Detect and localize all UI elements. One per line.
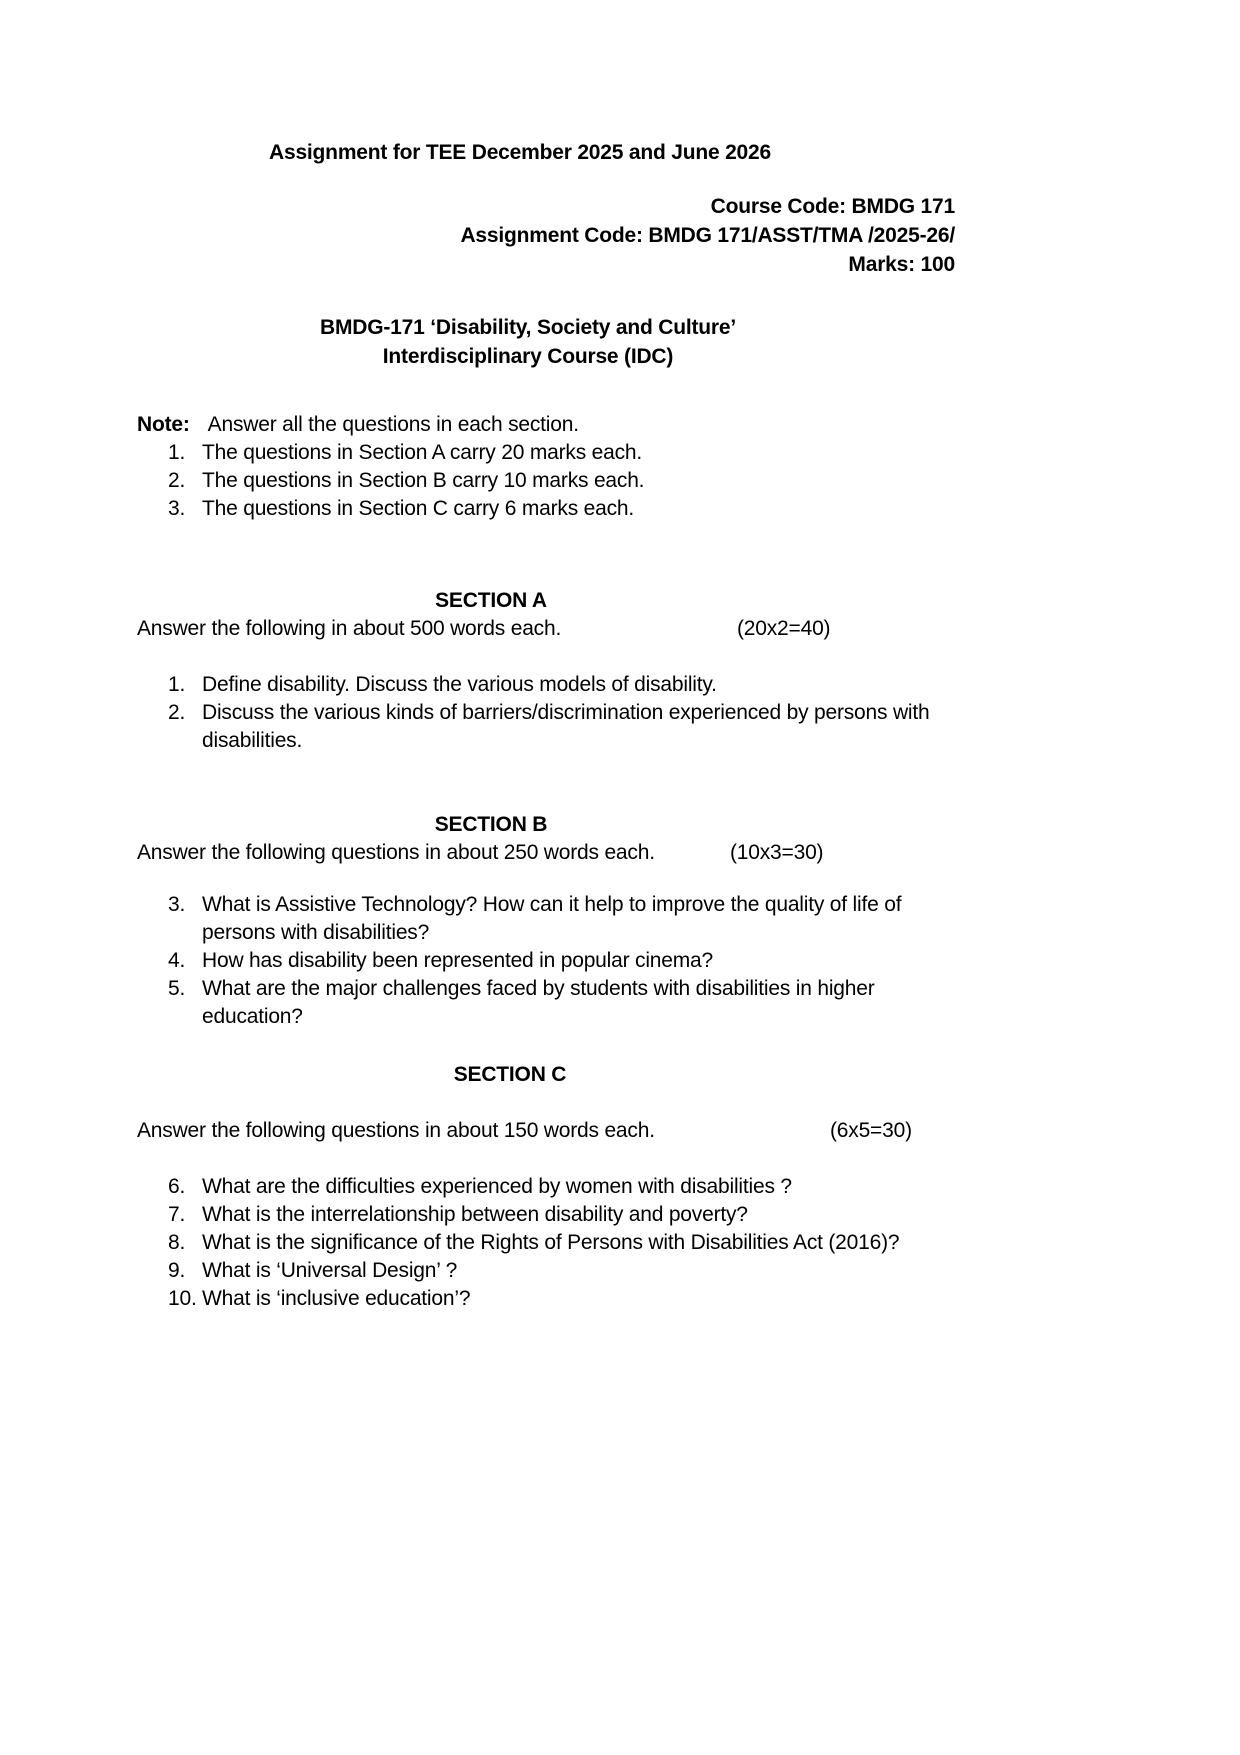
section-b-instruction-row (137, 839, 955, 867)
section-c-question-list (168, 1173, 955, 1313)
question-item (168, 975, 955, 1031)
question-item (168, 1173, 955, 1201)
question-number: 9. (168, 1259, 186, 1282)
note-item-number: 2. (168, 469, 186, 492)
question-text: How has disability been represented in popular cinema? (202, 949, 714, 972)
section-a-heading: SECTION A (435, 589, 547, 612)
section-c-marks: (6x5=30) (830, 1119, 912, 1142)
question-item (168, 1285, 955, 1313)
note-line (137, 411, 955, 439)
question-text: Discuss the various kinds of barriers/discrimination experienced by persons with disabilities. (202, 701, 930, 752)
section-a-instruction: Answer the following in about 500 words each. (137, 617, 562, 640)
note-item-text: The questions in Section A carry 20 marks each. (202, 441, 642, 464)
question-number: 3. (168, 893, 186, 916)
question-number: 8. (168, 1231, 186, 1254)
section-c-heading: SECTION C (453, 1063, 567, 1086)
question-number: 5. (168, 977, 186, 1000)
note-label: Note: (137, 413, 190, 436)
assignment-code: Assignment Code: BMDG 171/ASST/TMA /2025-26/ (460, 224, 955, 247)
section-b-marks: (10x3=30) (730, 841, 824, 864)
question-item (168, 947, 955, 975)
question-text: What is ‘Universal Design’ ? (202, 1259, 458, 1282)
question-number: 4. (168, 949, 186, 972)
note-item (168, 495, 955, 523)
question-text: What is ‘inclusive education’? (202, 1287, 471, 1310)
question-number: 10. (168, 1287, 197, 1310)
note-item (168, 467, 955, 495)
course-title: BMDG-171 ‘Disability, Society and Culture’ (320, 316, 736, 339)
question-item (168, 699, 955, 755)
section-b-instruction: Answer the following questions in about 250 words each. (137, 841, 655, 864)
course-subtitle: Interdisciplinary Course (IDC) (382, 345, 674, 368)
section-a-instruction-row (137, 615, 955, 643)
question-text: Define disability. Discuss the various models of disability. (202, 673, 717, 696)
question-item (168, 891, 955, 947)
document-title: Assignment for TEE December 2025 and June 2026 (269, 141, 771, 164)
question-number: 7. (168, 1203, 186, 1226)
note-item-text: The questions in Section B carry 10 marks each. (202, 469, 645, 492)
section-c-instruction: Answer the following questions in about 150 words each. (137, 1119, 655, 1142)
section-a-marks: (20x2=40) (737, 617, 831, 640)
question-text: What are the difficulties experienced by women with disabilities ? (202, 1175, 792, 1198)
total-marks: Marks: 100 (848, 253, 955, 276)
question-number: 1. (168, 673, 186, 696)
question-text: What is Assistive Technology? How can it help to improve the quality of life of persons with disabilities? (202, 893, 902, 944)
question-number: 2. (168, 701, 186, 724)
question-item (168, 671, 955, 699)
section-b-heading: SECTION B (434, 813, 548, 836)
question-text: What is the interrelationship between disability and poverty? (202, 1203, 748, 1226)
note-item-text: The questions in Section C carry 6 marks each. (202, 497, 634, 520)
section-c-instruction-row (137, 1117, 955, 1145)
question-text: What are the major challenges faced by students with disabilities in higher education? (202, 977, 875, 1028)
note-list (168, 439, 955, 523)
note-item-number: 3. (168, 497, 186, 520)
header-codes-block (137, 192, 955, 279)
question-item (168, 1257, 955, 1285)
course-heading-block (137, 313, 955, 371)
note-item (168, 439, 955, 467)
note-text: Answer all the questions in each section. (207, 413, 579, 436)
question-item (168, 1229, 955, 1257)
question-number: 6. (168, 1175, 186, 1198)
document-content (137, 139, 955, 1313)
course-code: Course Code: BMDG 171 (710, 195, 955, 218)
question-text: What is the significance of the Rights of Persons with Disabilities Act (2016)? (202, 1231, 900, 1254)
note-item-number: 1. (168, 441, 186, 464)
question-item (168, 1201, 955, 1229)
section-b-question-list (168, 891, 955, 1031)
section-a-question-list (168, 671, 955, 755)
